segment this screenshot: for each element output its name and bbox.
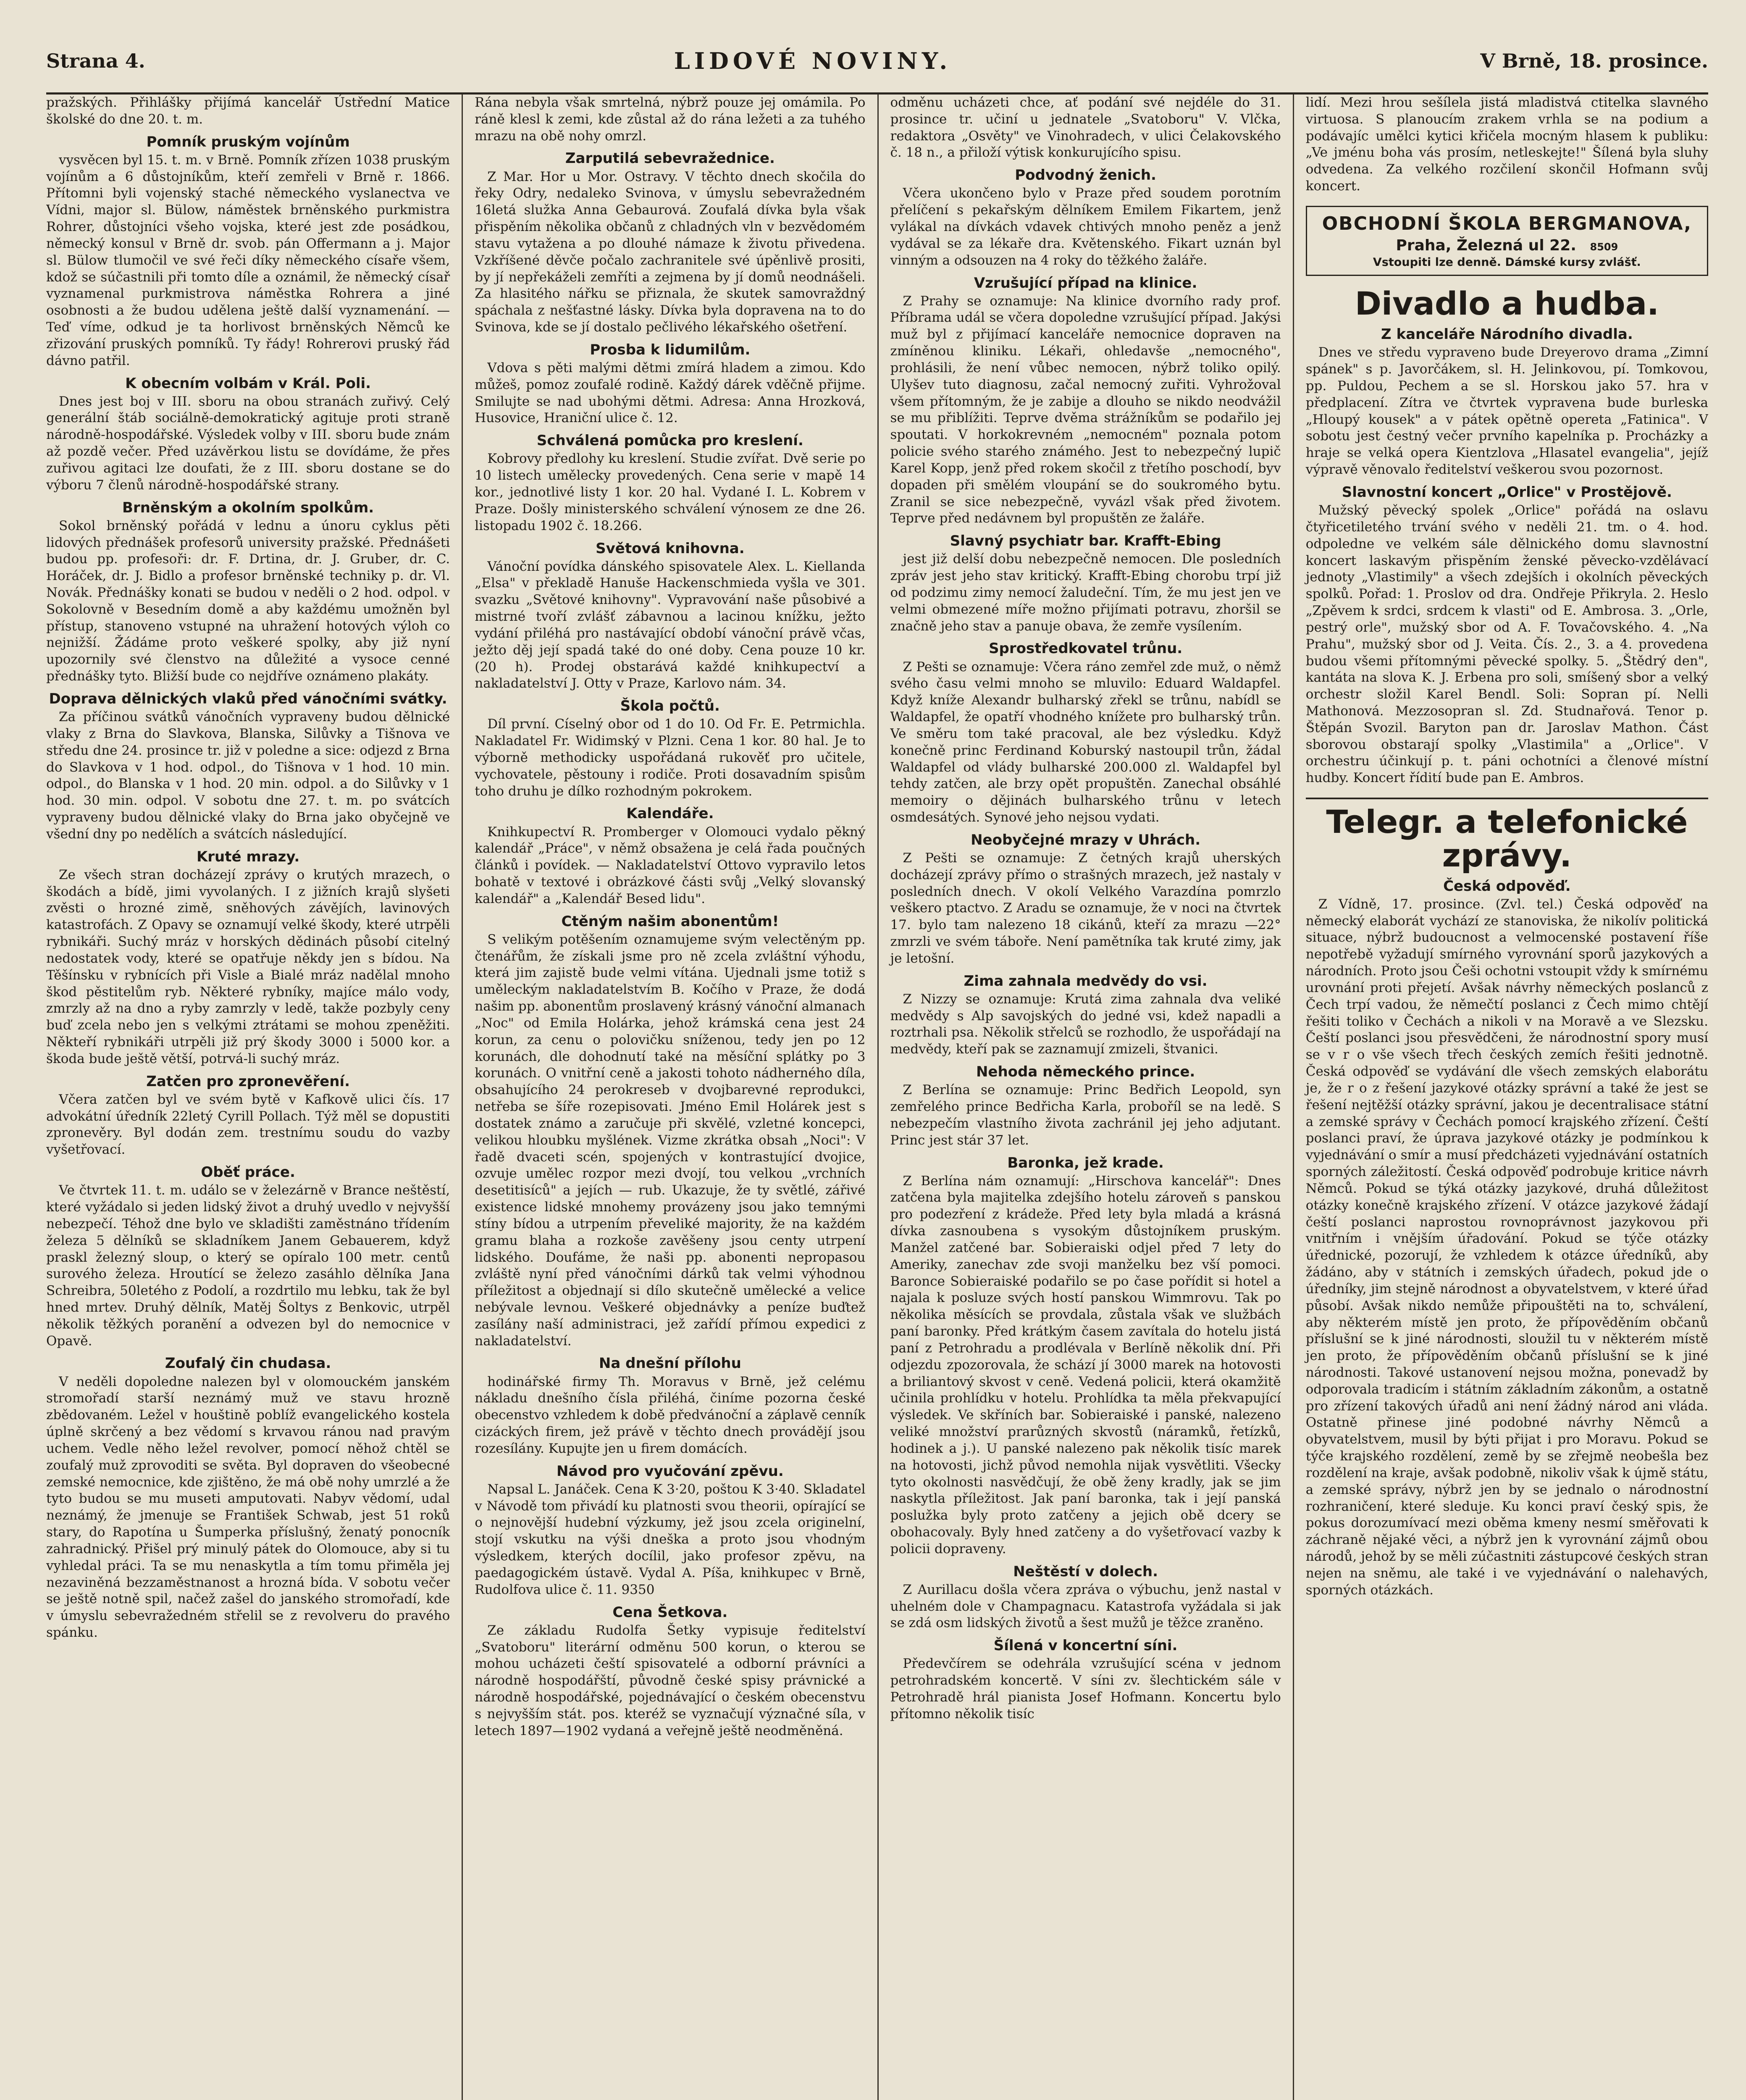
article-headline: Slavný psychiatr bar. Krafft-Ebing (950, 533, 1221, 550)
column-3 (877, 94, 1293, 2100)
ad-code: 8509 (1590, 241, 1618, 253)
article-headline: Cena Šetkova. (612, 1604, 728, 1621)
article-headline: Zarputilá sebevražednice. (565, 150, 775, 167)
article-headline: K obecním volbám v Král. Poli. (125, 375, 371, 392)
article-body: Předevčírem se odehrála vzrušující scéna v jednom petrohradském koncertě. V síni zv. šlechtickém sále v Petrohradě hrál pianista Josef Hofmann. Koncertu bylo přítomno několik tisíc (890, 1656, 1281, 1722)
article-headline: Kruté mrazy. (196, 848, 300, 865)
article-body: Napsal L. Janáček. Cena K 3·20, poštou K 3·40. Skladatel v Návodě tom přivádí ku platnosti svou theorii, opírající se o nejnovější hudební výzkumy, jež jsou zcela originelní, stojí vskutku na výši dneška a proto jsou vhodným výsledkem, kterých docílil, jako profesor zpěvu, na paedagogickém ústavě. Vydal A. Píša, knihkupec v Brně, Rudolfova ulice č. 11. 9350 (475, 1481, 866, 1597)
newspaper-title: LIDOVÉ NOVINY. (674, 47, 952, 74)
article-headline: Vzrušující případ na klinice. (974, 274, 1197, 291)
article-body: Z Vídně, 17. prosince. (Zvl. tel.) Česká odpověď na německý elaborát vychází ze stanoviska, že nikolív politická situace, nýbrž budoucnost a velmocenské postavení říše nepotřebě vyžadují smírného vyrovnání sporů jazykových a národních. Proto jsou Češi ochotni vstoupit vždy k smírnému urovnání proti přejetí. Avšak návrhy německých poslanců z Čech trpí vadou, že němečtí poslanci z Čech mimo chtějí řešiti toliko v Čechách a nikoli v na Moravě a ve Slezsku. Čeští poslanci jsou přesvědčeni, že národnostní spory musí se v r o vše všech třech českých zemích řešiti jednotně. Česká odpověď se vydávání dle všech zemských elaborátu je, že r o z řešení jazykové otázky správní a také že jest se řešení nejtěžší otázky správní, jakou je decentralisace státní a zemské správy v Čechách pomocí krajského zřízení. Čeští poslanci praví, že úprava jazykové otázky je podmínkou k vyjednávání o smír a musí předcházeti vyjednávání ostatních sporných záležitostí. Česká odpověď podrobuje kritice návrh Němců. Pokud se týká otázky jazykové, druhá důležitost otázky konečně krajského zřízení. V otázce jazykové žádají čeští poslanci naprostou rovnoprávnost jazykovou při vnitřním i vnějším úřadování. Pokud se týče otázky úřednické, pozorují, že vzhledem k otázce úředníků, aby žádáno, aby v státních i zemských úřadech, pokud jde o úředníky, jim stejně národnost a obyvatelstvem, v které úřad působí. Avšak nikdo nemůže připouštěti na to, schválení, aby některém místě jen proto, že přípověděním občanů příslušní se k jiné národnosti, sloužil tu v některém místě jen proto, že přípověděním občanů příslušní se k jiné národnosti. Takové ustanovení nejsou možna, ponevadž by odporovala tradicím i státním základním zákonům, a ostatně pro zřízení takových úřadů ani není žádný národ ani vláda. Ostatně přinese jiné podobné návrhy Němců a obyvatelstvem, musil by býti přijat i pro Moravu. Pokud se týče krajského rozdělení, země by se zřejmě neobešla bez rozdělení na kraje, avšak podobně, nikoliv však k újmě státu, a zemské správy, nýbrž jen by se jednalo o národnostní rozhraničení, které sleduje. Ku konci praví český spis, že pokus dorozumívací mezi oběma kmeny nesmí směřovati k záchraně nějaké věci, a nýbrž jen k vyrovnání zájmů obou národů, jehož by se měli zúčastniti zástupcové českých stran nejen na sněmu, ale také i ve vyjednávání o nalehavých, sporných otázkách. (1305, 896, 1708, 1598)
article-headline: Zoufalý čin chudasa. (165, 1355, 331, 1372)
article-headline: Podvodný ženich. (1015, 167, 1156, 184)
article-body: Z Pešti se oznamuje: Z četných krajů uherských docházejí zprávy přímo o strašných mrazech, jež nastaly v posledních dnech. V okolí Velkého Varazdína pomrzlo veškero ptactvo. Z Aradu se oznamuje, že v noci na čtvrtek 17. bylo tam nalezeno 18 cikánů, kteří za mrazu —22° zmrzli ve svém táboře. Není pamětníka tak kruté zimy, jak je letošní. (890, 850, 1281, 966)
article-headline: Zima zahnala medvědy do vsi. (964, 972, 1208, 990)
article-body: jest již delší dobu nebezpečně nemocen. Dle posledních zpráv jest jeho stav kritický. Krafft-Ebing chorobu trpí již od podzimu zimy nemocí žaludeční. Tím, že mu jest jen ve velmi obmezené míře možno přijímati potravu, zhoršil se značně jeho stav a panuje obava, že zemře vysílením. (890, 551, 1281, 634)
article-body: Ze všech stran docházejí zprávy o krutých mrazech, o škodách a bídě, jimi vyvolaných. I z jižních krajů slyšeti zvěsti o hrozné zimě, sněhových závějích, lavinových katastrofách. Z Opavy se oznamují velké škody, které utrpěli rybnikáři. Suchý mráz v horských dědinách působí citelný nedostatek vody, které se opatřuje někdy jen s bídou. Na Těšínsku v rybnících při Visle a Bialé mráz nadělal mnoho škod pěstitelům ryb. Některé rybníky, majíce málo vody, zmrzly až na dno a ryby zamrzly v ledě, takže pozbyly ceny buď zcela nebo jen s velkými ztrátami se mohou zpeněžiti. Někteří rybnikáři utrpěli již prý škody 3000 i 5000 kor. a škoda bude ještě větší, potrvá-li suchý mráz. (46, 867, 450, 1066)
article-body: Vdova s pěti malými dětmi zmírá hladem a zimou. Kdo můžeš, pomoz zoufalé rodině. Každý dárek vděčně přijme. Smilujte se nad ubohými dětmi. Adresa: Anna Hrozková, Husovice, Hraniční ulice č. 12. (475, 360, 866, 426)
article-continuation: lidí. Mezi hrou sešílela jistá mladistvá ctitelka slavného virtuosa. S planoucím zrakem vrhla se na podium a podávajíc umělci kytici křičela mocným hlasem k publiku: „Ve jménu boha vás prosím, netleskejte!" Šílená byla sluhy odvedena. Za velkého rozčilení skončil Hofmann svůj koncert. (1305, 95, 1708, 194)
article-body: Ve čtvrtek 11. t. m. událo se v železárně v Brance neštěstí, které vyžádalo si jeden lidský život a druhý uvedlo v nejvyšší nebezpečí. Téhož dne bylo ve skladišti zaměstnáno třídením železa 5 dělníků se skladníkem Janem Gebauerem, když praskl železný sloup, o který se opíralo 100 metr. centů surového železa. Hroutící se železo zasáhlo dělníka Jana Schreibra, 50letého z Podolí, a rozdrtilo mu lebku, tak že byl hned mrtev. Druhý dělník, Matěj Šoltys z Benkovic, utrpěl několik těžkých poranění a odvezen byl do nemocnice v Opavě. (46, 1183, 450, 1349)
article-headline: Nehoda německého prince. (976, 1063, 1195, 1081)
column-1 (46, 94, 462, 2100)
ad-address (1313, 236, 1701, 255)
article-headline: Neobyčejné mrazy v Uhrách. (971, 831, 1201, 848)
ad-school-name: OBCHODNÍ ŠKOLA BERGMANOVA, (1322, 213, 1692, 234)
section-title-telegraph-news: Telegr. a telefonické zprávy. (1306, 798, 1708, 872)
article-continuation: Rána nebyla však smrtelná, nýbrž pouze jej omámila. Po ráně klesl k zemi, kde zůstal až do rána ležeti a za tuhého mrazu na obě nohy omrzl. (475, 95, 866, 144)
column-4 (1293, 94, 1708, 2100)
ad-note: Vstoupiti lze denně. Dámské kursy zvlášť. (1373, 255, 1641, 269)
article-continuation: odměnu ucházeti chce, ať podání své nejdéle do 31. prosince tr. učiní u jednatele „Svatoboru" V. Vlčka, redaktora „Osvěty" ve Vinohradech, v ulici Čelakovského č. 18 n., a přiloží výtisk konkurujícího spisu. (890, 95, 1281, 160)
article-body: Včera ukončeno bylo v Praze před soudem porotním přelíčení s pekařským dělníkem Emilem Fikartem, jenž vylákal na dívkách vdavek chtivých mnoho peněz a jenž vydával se za lékaře dra. Květenského. Fikart uznán byl vinným a odsouzen na 4 roky do těžkého žaláře. (890, 186, 1281, 268)
article-body: Z Prahy se oznamuje: Na klinice dvorního rady prof. Příbrama udál se včera dopoledne vzrušující případ. Jakýsi muž byl z přijímací kanceláře nemocnice dopraven na zmíněnou kliniku. Lékaři, ohledavše „nemocného", prohlásili, že není vůbec nemocen, nýbrž toliko opilý. Ulyšev tuto diagnosu, začal nemocný zuřiti. Vyhrožoval všem přítomným, že je zabije a dlouho se nikdo neodvážil se mu přiblížiti. Teprve dvěma strážníkům se podařilo jej spoutati. V horkokrevném „nemocném" poznala potom policie svého starého známého. Jest to nebezpečný lupič Karel Kopp, jenž před rokem skočil z třetího poschodí, byv dopaden při smělém vloupání se do soukromého bytu. Zranil se sice nebezpečně, vyvázl však před životem. Teprve před nedávnem byl propuštěn ze žaláře. (890, 293, 1281, 526)
article-headline: Slavnostní koncert „Orlice" v Prostějově. (1342, 483, 1672, 501)
article-body: Dnes ve středu vypraveno bude Dreyerovo drama „Zimní spánek" s p. Javorčákem, sl. H. Jelinkovou, pí. Tomkovou, pp. Puldou, Pechem a se sl. Horskou jako 57. hra v předplacení. Zítra ve čtvrtek vypravena bude burleska „Hloupý kousek" a v pátek opětně opereta „Fatinica". V sobotu jest čestný večer prvního kapelníka p. Procházky a hraje se velká opera Kientzlova „Hlasatel evangelia", jejíž výpravě věnovalo ředitelství veškerou svou pozornost. (1305, 345, 1708, 478)
article-headline: Neštěstí v dolech. (1013, 1563, 1158, 1580)
article-continuation: pražských. Přihlášky přijímá kancelář Ústřední Matice školské do dne 20. t. m. (46, 95, 450, 127)
article-body: Díl první. Císelný obor od 1 do 10. Od Fr. E. Petrmichla. Nakladatel Fr. Widimský v Plzni. Cena 1 kor. 80 hal. Je to výborně methodicky uspořádaná rukověť pro učitele, vychovatele, pěstouny i rodiče. Proti dosavadním spisům toho druhu je dílko rozhodným pokrokem. (475, 717, 866, 799)
article-body: S velikým potěšením oznamujeme svým velectěným pp. čtenářům, že získali jsme pro ně zcela zvláštní výhodu, která jim zajistě bude velmi vítána. Ujednali jsme totiž s uměleckým nakladatelstvím B. Kočího v Praze, že dodá našim pp. abonentům proslavený krásný vánoční almanach „Noc" od Emila Holárka, jehož krámská cena jest 24 korun, za cenu o polovičku sníženou, tedy jen po 12 korunách, dle dohodnutí také na měsíční splátky po 3 korunách. O vnitřní ceně a jakosti tohoto nádherného díla, obsahujícího 24 perokreseb v dvojbarevné reprodukci, netřeba se šíře rozepisovati. Jméno Emil Holárek jest s dostatek známo a zaručuje při skvělé, vzletné koncepci, velikou hloubku myšlének. Vizme zkrátka obsah „Noci": V řadě dvaceti scén, spojených v kontrastující dvojice, ozvuje umělec rozpor mezi dvojí, tou velkou „vrchních desetitisíců" a jejích — rub. Ukazuje, že ty světlé, zářivé existence lidské mnohemy provázeny jsou jako temnými stíny bídou a utrpením převeliké majority, že na každém gramu blaha a rozkoše zavěšeny jsou centy utrpení lidského. Doufáme, že naši pp. abonenti nepropasou zvláště nyní před vánočními dárků tak velmi výhodnou příležitost a objednají si dílo skutečně umělecké a velice nebývale levnou. Veškeré objednávky a peníze buďtež zasílány naší administraci, jež zařídí přímou expedici z nakladatelství. (475, 932, 866, 1349)
article-headline: Doprava dělnických vlaků před vánočními svátky. (49, 690, 447, 707)
article-body: Vánoční povídka dánského spisovatele Alex. L. Kiellanda „Elsa" v překladě Hanuše Hackenschmieda vyšla ve 301. svazku „Světové knihovny". Vypravování naše působivé a mistrné tvoří zvlášť zábavnou a lacinou knížku, ježto vydání přiléhá pro nastávající období vánoční právě včas, ježto děj její spadá také do oné doby. Cena pouze 10 kr. (20 h). Prodej obstarává každé knihkupectví a nakladatelství J. Otty v Praze, Karlovo nám. 34. (475, 559, 866, 691)
article-columns (46, 94, 1708, 2100)
section-title-theatre-music: Divadlo a hudba. (1355, 285, 1659, 323)
article-body: Z Berlína se oznamuje: Princ Bedřich Leopold, syn zemřelého prince Bedřicha Karla, proboříl se na ledě. S nebezpečím vlastního života zachránil jej jeho adjutant. Princ jest stár 37 let. (890, 1082, 1281, 1148)
article-headline: Pomník pruským vojínům (146, 133, 350, 150)
article-headline: Z kanceláře Národního divadla. (1381, 326, 1633, 343)
article-headline: Šílená v koncertní síni. (993, 1637, 1178, 1654)
issue-date: V Brně, 18. prosince. (1480, 50, 1708, 72)
article-body: Z Pešti se oznamuje: Včera ráno zemřel zde muž, o němž svého času velmi mnoho se mluvilo: Eduard Waldapfel. Když kníže Alexandr bulharský zřekl se trůnu, nabídl se Waldapfel, že opatří vhodného knížete pro bulharský trůn. Ve směru tom také pracoval, ale bez výsledku. Když konečně princ Ferdinand Koburský nastoupil trůn, žádal Waldapfel od vlády bulharské 200.000 zl. Waldapfel byl tehdy zatčen, ale brzy opět propuštěn. Zanechal obsáhlé memoiry o dějinách bulharského trůnu v letech osmdesátých. Synové jeho nejsou vydati. (890, 659, 1281, 825)
article-headline: Zatčen pro zpronevěření. (146, 1073, 350, 1090)
article-headline: Schválená pomůcka pro kreslení. (536, 432, 803, 449)
article-body: vysvěcen byl 15. t. m. v Brně. Pomník zřízen 1038 pruským vojínům a 6 důstojníkům, kteří zemřeli v Brně r. 1866. Přítomni byli vojenský staché německého vyslanectva ve Vídni, major sl. Bülow, náměstek brněnského purkmistra Rohrer, důstojníci všeho vojska, které jest zde posádkou, německý konsul v Brně dr. svob. pán Offermann a j. Major sl. Bülow tlumočil ve své řeči díky německého císaře všem, kdož se súčastnili při tomto díle a oznámil, že německý císař vyznamenal purkmistrova náměstka Rohrera a jiné osobnosti a že budou udělena ještě další vyznamenání. — Teď víme, odkud je ta horlivost brněnských Němců ke zřizování pruských pomníků. Ty řády! Rohrerovi pruský řád dávno patřil. (46, 152, 450, 368)
advertisement-box (1306, 206, 1708, 276)
article-body: Za příčinou svátků vánočních vypraveny budou dělnické vlaky z Brna do Slavkova, Blanska, Silůvky a Tišnova ve středu dne 24. prosince tr. již v poledne a sice: odjezd z Brna do Slavkova v 1 hod. odpol., do Tišnova v 1 hod. 10 min. odpol., do Blanska v 1 hod. 20 min. odpol. a do Silůvky v 1 hod. 30 min. odpol. V sobotu dne 27. t. m. po svátcích vypraveny budou dělnické vlaky do Brna jako obyčejně ve všední dny po nedělích a svátcích následující. (46, 709, 450, 842)
ad-address-text: Praha, Železná ul 22. (1396, 236, 1576, 254)
column-2 (462, 94, 877, 2100)
article-headline: Ctěným našim abonentům! (561, 913, 779, 930)
article-body: Sokol brněnský pořádá v lednu a únoru cyklus pěti lidových přednášek profesorů university pražské. Přednášeti budou pp. profesoři: dr. F. Drtina, dr. J. Gruber, dr. C. Horáček, dr. J. Bidlo a profesor brněnské techniky p. dr. Vl. Novák. Přednášky konati se budou v neděli o 2 hod. odpol. v Sokolovně v Besedním domě a aby každému umožněn byl přístup, stanoveno vstupné na uhražení hotových výloh co nejnižší. Žádáme proto veškeré spolky, aby již nyní upozornily své členstvo na důležité a vysoce cenné přednášky tyto. Bližší bude co nejdříve oznámeno plakáty. (46, 518, 450, 684)
article-body: V neděli dopoledne nalezen byl v olomouckém janském stromořadí starší neznámý muž ve stavu hrozně zbědovaném. Ležel v houštině poblíž evangelického kostela úplně skrčený a bez vědomí s krvavou ránou nad pravým uchem. Vedle něho ležel revolver, pomocí něhož chtěl se zoufalý muž zprovoditi se světa. Byl dopraven do všeobecné zemské nemocnice, kde zjištěno, že má obě nohy umrzlé a že tyto budou se mu museti amputovati. Nabyv vědomí, udal neznámý, že jmenuje se František Schwab, jest 51 roků stary, do Rapotína u Šumperka příslušný, ženatý ponocník zahradnický. Přišel prý minulý pátek do Olomouce, aby si tu vyhledal práci. Ta se mu nenaskytla a tím tomu přiměla jej nezaviněná bezzaměstnanost a hrozná bída. V sobotu večer se ještě notně spil, načež zašel do janského stromořadí, kde v úmyslu sebevražedném střelil se z revolveru do pravého spánku. (46, 1374, 450, 1640)
article-headline: Škola počtů. (620, 698, 720, 715)
article-headline: Oběť práce. (201, 1164, 295, 1181)
article-body: Ze základu Rudolfa Šetky vypisuje ředitelství „Svatoboru" literární odměnu 500 korun, o kterou se mohou ucházeti čeští spisovatelé a odborní právníci a národně hospodářští, původně české spisy právnické a národně hospodářské, pojednávající o českém obecenstvu s nejvyšším stát. pos. kteréž se vyznačují význačné síla, v letech 1897—1902 vydaná a veřejně ještě neodměněná. (475, 1622, 866, 1738)
article-body: Mužský pěvecký spolek „Orlice" pořádá na oslavu čtyřicetiletého trvání svého v neděli 21. tm. o 4. hod. odpoledne ve velkém sále dělnického domu slavnostní koncert laskavým přispěním ženské pěvecko-vzdělávací jednoty „Vlastimily" a všech zdejších i okolních pěveckých spolků. Pořad: 1. Proslov od dra. Ondřeje Přikryla. 2. Heslo „Zpěvem k srdci, srdcem k vlasti" od E. Ambrosa. 3. „Orle, pestrý orle", mužský sbor od A. F. Tovačovského. 4. „Na Prahu", mužský sbor od J. Veita. Čís. 2., 3. a 4. provedena budou všemi přítomnými pěvecké spolky. 5. „Štědrý den", kantáta na slova K. J. Erbena pro soli, smíšený sbor a velký orchestr složil Karel Bendl. Soli: Sopran pí. Nelli Mathonová. Mezzosopran sl. Zd. Studnařová. Tenor p. Štěpán Svozil. Baryton pan dr. Jaroslav Mathon. Část sborovou obstarají spolky „Vlastimila" a „Orlice". V orchestru účinkují p. t. páni ochotníci a členové místní hudby. Koncert řídití bude pan E. Ambros. (1305, 503, 1708, 786)
page-header (46, 29, 1708, 94)
article-body: hodinářské firmy Th. Moravus v Brně, jež celému nákladu dnešního čísla přiléhá, činíme pozorna české obecenstvo vzhledem k době předvánoční a záplavě cenník cizáckých firem, jež právě v těchto dnech provádějí jsou rozesílány. Kupujte jen u firem domácích. (475, 1374, 866, 1456)
article-headline: Prosba k lidumilům. (590, 341, 751, 358)
article-body: Kobrovy předlohy ku kreslení. Studie zvířat. Dvě serie po 10 listech umělecky provedených. Cena serie v mapě 14 kor., jednotlivé listy 1 kor. 20 hal. Vydané I. L. Kobrem v Praze. Došly ministerského schválení výnosem ze dne 26. listopadu 1902 č. 18.266. (475, 451, 866, 533)
article-headline: Sprostředkovatel trůnu. (989, 640, 1183, 657)
article-headline: Baronka, jež krade. (1007, 1154, 1164, 1171)
article-headline: Brněnským a okolním spolkům. (122, 499, 374, 516)
page-number: Strana 4. (46, 50, 145, 72)
article-body: Dnes jest boj v III. sboru na obou stranách zuřivý. Celý generální štáb sociálně-demokratický agituje proti straně národně-hospodářské. Výsledek volby v III. sboru bude znám až pozdě večer. Před uzávěrkou listu se dovídáme, že přes zuřivou agitaci lze doufati, že z III. sboru dostane se do výboru 7 členů národně-hospodářské strany. (46, 394, 450, 493)
article-body: Včera zatčen byl ve svém bytě v Kafkově ulici čís. 17 advokátní úředník 22letý Cyrill Pollach. Týž měl se dopustiti zpronevěry. Byl dodán zem. trestnímu soudu do vazby vyšetřovací. (46, 1092, 450, 1158)
article-body: Z Berlína nám oznamují: „Hirschova kancelář": Dnes zatčena byla majitelka zdejšího hotelu zároveň s panskou pro podezření z krádeže. Před lety byla mladá a krásná dívka zasnoubena s vysokým důstojníkem pruským. Manžel zatčené bar. Sobieraiski odjel před 7 lety do Ameriky, zanechav zde svoji manželku bez vší pomoci. Baronce Sobieraiské podařilo se po čase pořídit si hotel a najala k posluze svých hostí panskou Wimmrovu. Tak po několika měsících se provdala, zůstala však ve službách paní baronky. Před krátkým časem zavítala do hotelu jistá paní z Petrohradu a prodlévala v Berlíně několik dní. Při odjezdu zpozorovala, že schází jí 3000 marek na hotovosti a briliantový skvost v ceně. Vedená policii, která okamžitě učinila prohlídku v hotelu. Prohlídka ta měla překvapující výsledek. Ve skříních bar. Sobieraiské i panské, nalezeno veliké množství prarůzných skvostů (náramků, řetízků, hodinek a j.). U panské nalezeno pak několik tisíc marek na hotovosti, jichž původ nemohla nijak vysvětliti. Všecky tyto okolnosti nasvědčují, že obě ženy kradly, jak se jim naskytla příležitost. Jak paní baronka, tak i její panská poslužka byly proto zatčeny a jejich obě dcery se obohacovaly. Byly hned zatčeny a do vyšetřovací vazby k policii dopraveny. (890, 1173, 1281, 1557)
article-body: Z Nizzy se oznamuje: Krutá zima zahnala dva veliké medvědy s Alp savojských do jedné vsi, kdež napadli a roztrhali psa. Několik střelců se rozhodlo, že uspořádají na medvědy, kteří pak se zaznamují zmizeli, štvanici. (890, 991, 1281, 1057)
article-headline: Světová knihovna. (596, 540, 745, 557)
article-headline: Na dnešní přílohu (599, 1355, 741, 1372)
article-headline: Návod pro vyučování zpěvu. (557, 1462, 784, 1480)
article-headline: Česká odpověď. (1443, 877, 1571, 895)
article-body: Z Aurillacu došla včera zpráva o výbuchu, jenž nastal v uhelném dole v Champagnacu. Katastrofa vyžádala si jak se zdá osm lidských životů a šest mužů je těžce zraněno. (890, 1582, 1281, 1631)
article-headline: Kalendáře. (626, 805, 714, 822)
article-body: Z Mar. Hor u Mor. Ostravy. V těchto dnech skočila do řeky Odry, nedaleko Svinova, v úmyslu sebevražedném 16letá služka Anna Gebaurová. Zoufalá dívka byla však přispěním několika občanů z chladných vln v bezvědomém stavu vytažena a po dlouhé námaze k životu přivedena. Vzkříšené děvče počalo zachranitele své úpěnlivě prositi, by jí nepřekáželi zemříti a zejmena by jí domů neodnášeli. Za hlasitého nářku se přiznala, že skutek samovraždný spáchala z nešťastné lásky. Dívka byla dopravena na to do Svinova, kde se jí dostalo pečlivého lékařského ošetření. (475, 169, 866, 335)
article-body: Knihkupectví R. Promberger v Olomouci vydalo pěkný kalendář „Práce", v němž obsažena je celá řada poučných článků i povídek. — Nakladatelství Ottovo vypravilo letos bohatě v textové i obrázkové části svůj „Velký slovanský kalendář" a „Kalendář Besed lidu". (475, 824, 866, 906)
